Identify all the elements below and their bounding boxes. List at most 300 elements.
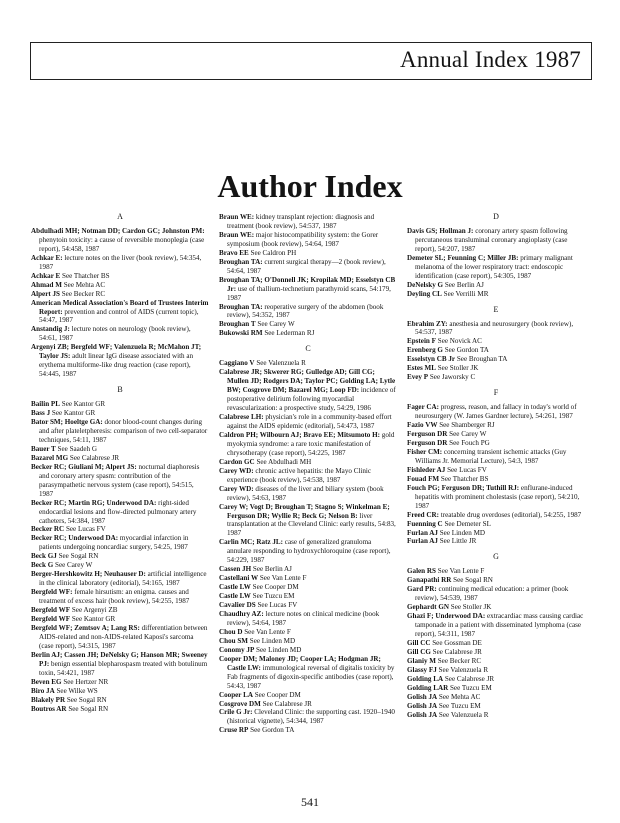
entry-detail: See Calabrese JR [430,647,482,656]
entry-author: Fouad FM [407,474,440,483]
entry-detail: See Becker RC [435,656,482,665]
entry-author: Chaudhry AZ: [219,609,264,618]
entry-detail: chronic active hepatitis: the Mayo Clinic experience (book review), 54:538, 1987 [227,466,372,484]
index-entry [407,702,585,711]
running-header [30,42,592,80]
entry-author: Ahmad M [31,280,62,289]
entry-detail: See Valenzuela R [437,710,489,719]
page-number: 541 [301,795,319,809]
entry-detail: See Berlin AJ [251,565,292,574]
index-entry [219,646,397,655]
index-entry [31,343,209,379]
index-entry [407,290,585,299]
entry-detail: See Gossman DE [430,638,482,647]
entry-author: Fisher CM: [407,447,443,456]
index-entry [407,693,585,702]
index-entry [407,520,585,529]
entry-detail: See Verrilli MR [441,289,489,298]
index-entry [31,254,209,272]
entry-author: Caggiano V [219,359,255,368]
index-entry [31,325,209,343]
index-entry [219,413,397,431]
entry-detail: See Berlin AJ [443,280,484,289]
entry-detail: continuing medical education: a primer (book review), 54:539, 1987 [415,585,569,603]
entry-author: Freed CR: [407,510,439,519]
index-entry [407,612,585,639]
index-entry [219,258,397,276]
index-entry [407,576,585,585]
entry-detail: major histocompatibility system: the Gorer symposium (book review), 54:64, 1987 [227,230,379,248]
index-entry [219,231,397,249]
index-entry [219,320,397,329]
index-entry [407,684,585,693]
index-entry [219,601,397,610]
entry-author: Demeter SL; Feunning C; Miller JB: [407,253,519,262]
entry-author: Broughan T [219,320,256,329]
entry-detail: See Stoller JK [435,364,479,373]
index-entry [407,403,585,421]
entry-detail: See Linden MD [437,528,486,537]
entry-detail: enflurane-induced hepatitis with prominent cholestasis (case report), 54:210, 1987 [415,483,580,510]
entry-detail: See Carey W [255,320,295,329]
entry-author: Golish JA [407,701,438,710]
section-letter: D [493,212,499,221]
index-entry [407,648,585,657]
entry-detail: See Cooper DM [250,583,299,592]
entry-detail: female hirsutism: an enigma. causes and treatment of excess hair (book review), 54:255, 1987 [39,588,190,606]
index-entry [31,272,209,281]
entry-author: Castle LW [219,592,251,601]
entry-detail: See Abdulhadi MH [254,457,312,466]
index-entry [31,534,209,552]
index-entry [407,448,585,466]
index-entry [31,678,209,687]
entry-author: Cooper LA [219,690,253,699]
entry-author: Blakely PR [31,695,66,704]
index-entry [31,418,209,445]
entry-detail: See Demeter SL [442,519,491,528]
entry-detail: See Linden MD [247,636,296,645]
entry-detail: See Linden MD [254,645,302,654]
index-entry [219,467,397,485]
entry-detail: See Gordon TA [442,346,489,355]
index-entry [31,409,209,418]
entry-detail: See Lucas FV [255,601,298,610]
entry-author: Furlan AJ [407,528,438,537]
index-entry [407,373,585,382]
entry-author: Davis GS; Hollman J: [407,226,474,235]
entry-detail: See Tuzcu EM [448,683,492,692]
entry-detail: immunological reversal of digitalis toxicity by Fab fragments of digoxin-specific antibodies (case report), 54:43, 1987 [227,663,395,690]
index-entry [219,359,397,368]
entry-author: Anstandig J: [31,325,70,334]
entry-author: Bazarel MG [31,453,69,462]
entry-author: Ferguson DR [407,438,448,447]
entry-detail: See Mehta AC [61,280,106,289]
index-entry [407,567,585,576]
entry-detail: See Calabrese JR [68,453,120,462]
entry-detail: donor blood-count changes during and after plateletpheresis: comparison of two cell-separator techniques, 54:11, 1987 [39,418,208,444]
entry-author: Gill CG [407,647,431,656]
entry-author: Bailin PL [31,400,60,409]
index-entry [31,454,209,463]
index-entry [219,565,397,574]
index-column-3 [407,213,585,720]
entry-author: Bukowski RM [219,329,263,338]
index-entry [407,529,585,538]
entry-author: Becker RC; Underwood DA: [31,534,119,543]
index-entry [407,666,585,675]
index-entry [31,606,209,615]
entry-author: Beven EG [31,677,62,686]
entry-author: Braun WE: [219,213,255,221]
entry-author: Becker RC; Giuliani M; Alpert JS: [31,462,137,471]
entry-detail: See Valenzuela R [254,359,306,368]
index-entry [219,276,397,303]
entry-author: Beck G [31,561,54,570]
entry-detail: prevention and control of AIDS (current topic), 54:47, 1987 [39,307,199,325]
entry-detail: use of thallium-technetium parathyroid scans, 54:179, 1987 [227,284,391,302]
entry-author: Calabrese LH: [219,413,264,422]
index-entry [407,603,585,612]
entry-author: Carlin MC; Ratz JL: [219,538,284,547]
index-entry [31,499,209,526]
entry-author: Cooper DM; Maloney JD; Cooper LA; Hodgman JR; Castle LW: [219,654,381,672]
entry-author: Caldron PH; Wilbourn AJ; Bravo EE; Mitsumoto H: [219,430,381,439]
index-entry [407,657,585,666]
entry-detail: See Broughan TA [455,355,508,364]
entry-detail: See Van Lente F [258,574,307,583]
page-title: Author Index [217,168,403,204]
index-entry [407,320,585,338]
entry-author: Conomy JP [219,645,255,654]
entry-author: Golish JA [407,710,438,719]
index-entry [31,400,209,409]
section-letter: A [117,212,123,221]
index-entry [219,700,397,709]
entry-author: Deyling CL [407,289,442,298]
entry-author: Fishleder AJ [407,465,446,474]
index-entry [407,711,585,720]
index-entry [219,610,397,628]
entry-detail: See Sogal RN [65,695,107,704]
entry-author: Castle LW [219,583,251,592]
index-entry [407,639,585,648]
entry-detail: See Sogal RN [66,704,109,713]
index-entry [407,675,585,684]
entry-detail: differentiation between AIDS-related and non-AIDS-related Kaposi's sarcoma (case report), 54:315, 1987 [39,623,208,650]
entry-author: Berlin AJ; Cassen JH; DeNelsky G; Hanson MR; Sweeney PJ: [31,650,208,668]
entry-detail: nocturnal diaphoresis and coronary artery spasm: contribution of the parasympathetic nervous system (case report), 54:515, 1987 [39,462,200,498]
entry-detail: phenytoin toxicity: a cause of reversible monoplegia (case report), 54:458, 1987 [39,235,205,253]
index-entry [407,466,585,475]
entry-author: Carey WD: [219,466,254,475]
entry-detail: lecture notes on clinical medicine (book review), 54:64, 1987 [227,609,380,627]
entry-author: Chou SM [219,636,248,645]
entry-detail: See Little JR [437,537,477,546]
entry-author: Bergfeld WF: [31,588,73,597]
index-entry [31,696,209,705]
entry-detail: See Calabrese JR [443,674,495,683]
entry-detail: lecture notes on the liver (book review), 54:354, 1987 [39,253,202,271]
entry-detail: See Fouch PG [447,438,490,447]
entry-detail: See Kantor GR [59,400,106,409]
section-letter: G [493,552,499,562]
entry-author: Biro JA [31,686,55,695]
entry-author: Argenyi ZB; Bergfeld WF; Valenzuela R; McMahon JT; Taylor JS: [31,343,202,361]
entry-detail: See Calabrese JR [260,699,312,708]
index-entry [219,583,397,592]
entry-author: Berger-Hershkowitz H; Neuhauser D: [31,570,146,579]
entry-detail: See Hertzer NR [61,677,109,686]
entry-author: Furlan AJ [407,537,438,546]
index-entry [407,346,585,355]
index-entry [31,570,209,588]
entry-detail: See Sogal RN [56,552,99,561]
entry-author: Gard PR: [407,585,437,594]
index-entry [219,458,397,467]
index-entry [219,592,397,601]
entry-author: DeNelsky G [407,280,444,289]
entry-detail: See Van Lente F [242,627,291,636]
entry-author: Glassy FJ [407,665,437,674]
entry-detail: artificial intelligence in the clinical laboratory (editorial), 54:165, 1987 [39,570,207,588]
index-column-1 [31,213,209,713]
index-entry [219,485,397,503]
entry-author: Ferguson DR [407,430,448,439]
entry-author: Carey W; Vogt D; Broughan T; Stagno S; Winkelman E; Ferguson DR; Wyllie R; Beck G; Nelson B: [219,502,390,520]
index-entry [407,430,585,439]
index-entry [407,439,585,448]
entry-detail: See Valenzuela R [436,665,489,674]
entry-author: Calabrese JR; Skwerer RG; Gulledge AD; Gill CG; Mullen JD; Rodgers DA; Taylor PC; Golding LA; Lytle BW; Cosgrove DM; Bazarel MG; Loop FD: [219,368,396,395]
entry-author: Broughan TA; O'Donnell JK; Kropilak MD; Esselstyn CB Jr: [219,275,396,293]
section-letter: B [117,385,123,395]
entry-detail: See Lucas FV [64,525,106,534]
entry-detail: See Sogal RN [451,576,493,585]
entry-detail: See Tuzcu EM [250,592,295,601]
entry-detail: primary malignant melanoma of the lower respiratory tract: endoscopic identification (case report), 54:305, 1987 [415,253,573,280]
index-entry [31,687,209,696]
entry-author: Cassen JH [219,565,252,574]
index-entry [31,227,209,254]
entry-detail: extracardiac mass causing cardiac tamponade in a patient with disseminated lymphoma (case report), 54:311, 1987 [415,612,584,639]
index-entry [407,355,585,364]
entry-detail: concerning transient ischemic attacks (Guy Williams Jr. Memorial Lecture), 54:3, 1987 [415,447,567,465]
entry-author: Golding LA [407,674,444,683]
entry-author: Cruse RP [219,726,249,735]
entry-author: Carey WD: [219,484,254,493]
entry-author: Golding LAR [407,683,449,692]
entry-author: Fouch PG; Ferguson DR; Tuthill RJ: [407,483,520,492]
entry-detail: See Cooper DM [252,690,301,699]
index-entry [407,364,585,373]
index-entry [407,254,585,281]
index-entry [407,421,585,430]
entry-author: Ghazi F; Underwood DA: [407,612,486,621]
entry-detail: myocardial infarction in patients undergoing noncardiac surgery, 54:25, 1987 [39,534,189,552]
entry-detail: See Carey W [53,561,93,570]
entry-detail: coronary artery spasm following percutaneous transluminal coronary angioplasty (case report), 54:207, 1987 [415,226,568,253]
index-entry [31,445,209,454]
index-entry [407,475,585,484]
index-entry [407,227,585,254]
index-entry [31,290,209,299]
entry-detail: reoperative surgery of the abdomen (book review), 54:352, 1987 [227,302,384,320]
entry-detail: anesthesia and neurosurgery (book review), 54:537, 1987 [415,319,574,337]
entry-author: Bergfeld WF; Zemtsov A; Lang RS: [31,623,140,632]
index-entry [219,691,397,700]
entry-detail: benign essential blepharospasm treated with botulinum toxin, 54:421, 1987 [39,659,208,677]
index-entry [31,624,209,651]
entry-detail: gold myokymia syndrome: a rare toxic manifestation of chrysotherapy (case report), 54:225, 1987 [227,430,395,457]
entry-author: Ganapathi RR [407,576,452,585]
entry-detail: See Tuzcu EM [437,701,481,710]
entry-detail: See Gordon TA [248,726,295,735]
entry-author: Broughan TA: [219,257,263,266]
index-entry [219,303,397,321]
entry-author: Gephardt GN [407,603,449,612]
index-entry [219,628,397,637]
entry-author: Gill CC [407,638,431,647]
entry-detail: adult linear IgG disease associated with an erythema multiforme-like drug reaction (case report), 54:445, 1987 [39,352,194,379]
entry-author: Ebrahim ZY: [407,319,448,328]
entry-detail: right-sided endocardial lesions and flow-directed pulmonary artery catheters, 54:384, 1987 [39,498,197,525]
entry-author: Bauer T [31,444,56,453]
entry-detail: case of generalized granuloma annulare responding to hydroxychloroquine (case report), 54:229, 1987 [227,538,391,565]
entry-author: Esselstyn CB Jr [407,355,456,364]
index-entry [407,511,585,520]
index-entry [219,708,397,726]
entry-detail: See Kantor GR [50,409,96,418]
entry-detail: kidney transplant rejection: diagnosis and treatment (book review), 54:537, 1987 [227,213,375,230]
running-header-title: Annual Index 1987 [400,47,581,72]
entry-detail: diseases of the liver and biliary system (book review), 54:63, 1987 [227,484,384,502]
entry-detail: See Jaworsky C [428,373,476,382]
entry-detail: See Van Lente F [435,567,485,576]
index-entry [31,615,209,624]
index-entry [219,431,397,458]
index-entry [31,561,209,570]
entry-detail: See Carey W [447,430,487,439]
entry-detail: See Becker RC [59,289,106,298]
entry-author: Cosgrove DM [219,699,261,708]
entry-detail: Cleveland Clinic: the supporting cast. 1920–1940 (historical vignette), 54:344, 1987 [227,708,395,726]
entry-author: Chou D [219,627,243,636]
entry-author: Achkar E [31,271,61,280]
index-entry [31,299,209,326]
index-entry [219,249,397,258]
entry-author: Crile G Jr: [219,708,253,717]
entry-author: Bergfeld WF [31,606,71,615]
entry-detail: See Lederman RJ [262,329,315,338]
entry-detail: See Lucas FV [445,465,487,474]
entry-author: Estes ML [407,364,436,373]
entry-author: Becker RC [31,525,65,534]
index-entry [407,484,585,511]
entry-author: Galen RS [407,567,436,576]
entry-detail: See Argenyi ZB [70,606,118,615]
entry-detail: liver transplantation at the Cleveland Clinic: early results, 54:83, 1987 [227,511,396,538]
entry-author: Fager CA: [407,403,439,412]
index-column-2 [219,213,397,735]
entry-detail: current surgical therapy—2 (book review), 54:64, 1987 [227,257,386,275]
entry-detail: See Stoller JK [448,603,492,612]
section-letter: E [493,304,499,314]
entry-detail: See Caldron PH [248,248,297,257]
entry-author: Bravo EE [219,248,249,257]
entry-author: Becker RC; Martin RG; Underwood DA: [31,498,157,507]
entry-author: Achkar E: [31,253,63,262]
index-entry [407,281,585,290]
entry-author: Castellani W [219,574,259,583]
section-letter: F [493,388,499,398]
index-entry [31,552,209,561]
entry-detail: See Mehta AC [437,692,481,701]
index-entry [219,538,397,565]
entry-author: Epstein F [407,337,436,346]
entry-author: Bergfeld WF [31,614,71,623]
entry-detail: See Novick AC [435,337,482,346]
index-entry [31,705,209,714]
entry-detail: incidence of postoperative delirium following myocardial revascularization: a prospective study, 54:29, 1986 [227,386,396,413]
entry-author: Glaniy M [407,656,436,665]
section-letter: C [305,344,311,354]
index-entry [31,463,209,499]
entry-author: Cardon GC [219,457,255,466]
entry-detail: See Kantor GR [70,614,116,623]
entry-detail: treatable drug overdoses (editorial), 54:255, 1987 [438,510,582,519]
index-entry [219,368,397,413]
entry-author: Broughan TA: [219,302,263,311]
index-entry [219,637,397,646]
entry-detail: See Thatcher BS [60,271,110,280]
entry-author: American Medical Association's Board of Trustees Interim Report: [31,298,209,316]
index-entry [31,281,209,290]
entry-detail: See Shamberger RJ [437,421,495,430]
index-entry [219,329,397,338]
index-entry [31,651,209,678]
entry-author: Erenberg G [407,346,443,355]
entry-author: Braun WE: [219,230,255,239]
index-entry [407,585,585,603]
index-entry [219,213,397,231]
entry-detail: progress, reason, and fallacy in today's world of neurosurgery (W. James Gardner lecture), 54:261, 1987 [415,403,577,421]
entry-detail: lecture notes on neurology (book review), 54:61, 1987 [39,325,191,343]
index-entry [31,588,209,606]
entry-author: Boutros AR [31,704,67,713]
index-entry [407,537,585,546]
index-entry [219,655,397,691]
index-entry [407,337,585,346]
index-entry [31,525,209,534]
entry-author: Golish JA [407,692,438,701]
entry-author: Abdulhadi MH; Notman DD; Cardon GC; Johnston PM: [31,226,205,235]
entry-detail: physician's role in a community-based effort against the AIDS epidemic (editorial), 54:473, 1987 [227,413,392,430]
entry-author: Bass J [31,409,51,418]
index-entry [219,726,397,735]
index-entry [219,503,397,539]
entry-detail: See Saadeh G [55,444,97,453]
entry-author: Alpert JS [31,289,60,298]
entry-author: Cavalier DS [219,601,256,610]
entry-author: Bator SM; Hoeltge GA: [31,418,103,427]
entry-author: Beck GJ [31,552,57,561]
entry-author: Fuenning C [407,519,443,528]
index-entry [219,574,397,583]
entry-detail: See Thatcher BS [439,474,489,483]
entry-author: Evey P [407,373,429,382]
